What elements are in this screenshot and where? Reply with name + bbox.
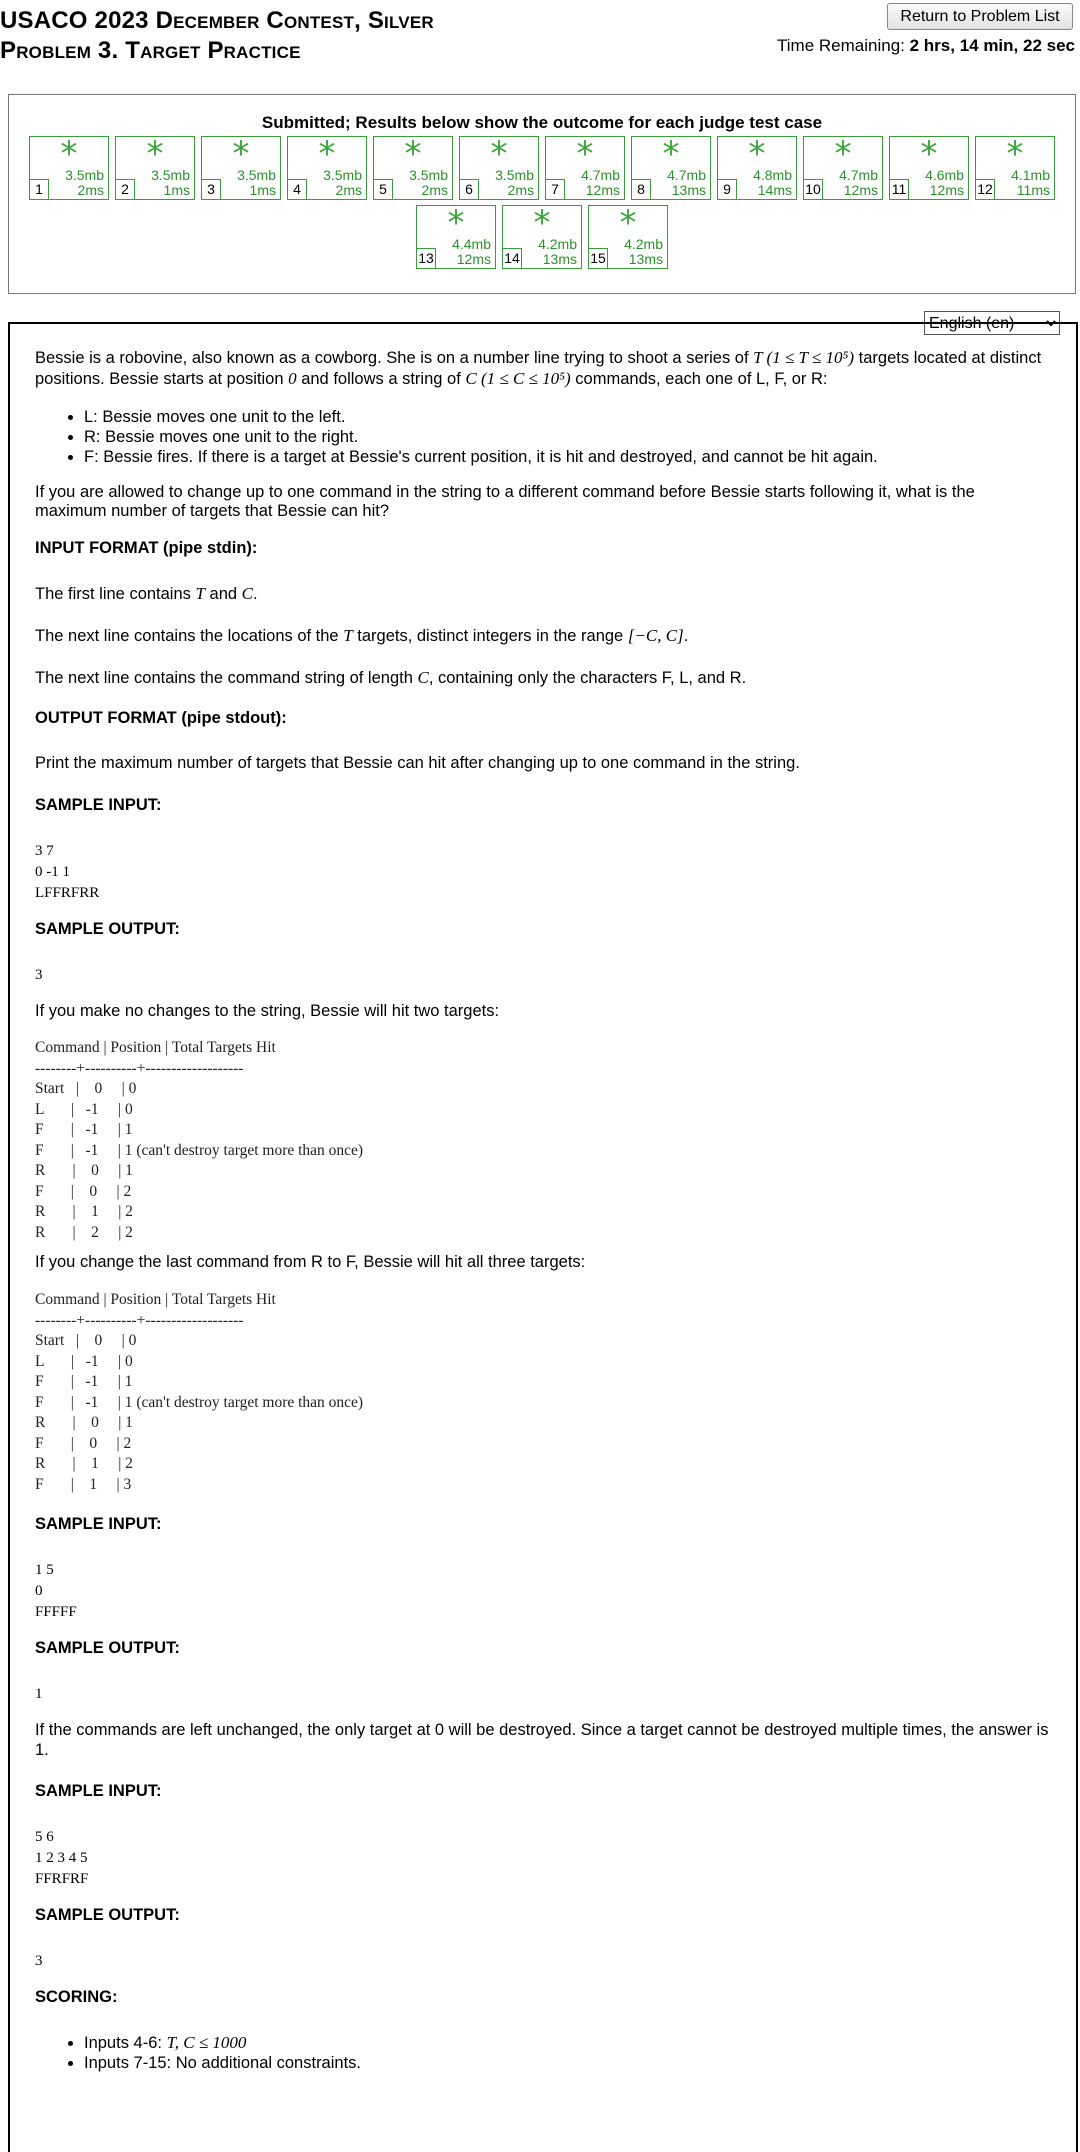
test-passed-star-icon: *: [490, 134, 508, 175]
test-passed-star-icon: *: [60, 134, 78, 175]
test-case-memory: 3.5mb: [323, 167, 362, 184]
scoring-list: [35, 2033, 1050, 2073]
test-case-time: 13ms: [542, 250, 577, 267]
test-case-memory: 3.5mb: [237, 167, 276, 184]
test-passed-star-icon: *: [404, 134, 422, 175]
sample-output-1: 3: [35, 966, 43, 983]
contest-header: [0, 6, 434, 66]
test-passed-star-icon: *: [146, 134, 164, 175]
test-case-time: 1ms: [163, 181, 190, 198]
test-passed-star-icon: *: [576, 134, 594, 175]
test-case-box: [803, 136, 883, 200]
test-case-memory: 4.6mb: [925, 167, 964, 184]
test-case-number: 1: [30, 179, 49, 199]
test-case-memory: 3.5mb: [151, 167, 190, 184]
test-case-time: 12ms: [929, 181, 964, 198]
test-case-time: 2ms: [77, 181, 104, 198]
test-case-box: [29, 136, 109, 200]
sample-input-heading: SAMPLE INPUT:: [35, 795, 162, 814]
time-remaining: Time Remaining: 2 hrs, 14 min, 22 sec: [777, 36, 1075, 55]
test-case-box: [115, 136, 195, 200]
test-case-memory: 3.5mb: [409, 167, 448, 184]
list-item: • Inputs 7-15: No additional constraints.: [84, 2053, 1050, 2073]
input-line-2: The next line contains the locations of the T targets, distinct integers in the range [−C, C].: [35, 625, 689, 645]
sample-1-explanation-a: If you make no changes to the string, Bessie will hit two targets:: [35, 1001, 500, 1020]
list-item: • F: Bessie fires. If there is a target at Bessie's current position, it is hit and destroyed, and cannot be hit again.: [84, 447, 1050, 467]
test-case-memory: 4.4mb: [452, 236, 491, 253]
test-passed-star-icon: *: [318, 134, 336, 175]
test-case-time: 12ms: [843, 181, 878, 198]
test-case-number: 6: [460, 179, 479, 199]
contest-title: USACO 2023 December Contest, Silver: [0, 7, 434, 34]
test-case-row: [9, 136, 1075, 200]
test-case-time: 1ms: [249, 181, 276, 198]
sample-input-heading: SAMPLE INPUT:: [35, 1515, 162, 1534]
sample-2-explanation: If the commands are left unchanged, the only target at 0 will be destroyed. Since a target cannot be destroyed multiple times, the answer is 1.: [35, 1720, 1049, 1759]
test-case-memory: 4.7mb: [839, 167, 878, 184]
test-case-box: [201, 136, 281, 200]
test-case-number: 3: [202, 179, 221, 199]
input-format-heading: INPUT FORMAT (pipe stdin):: [35, 539, 258, 558]
command-list: [35, 407, 1050, 467]
test-case-memory: 3.5mb: [65, 167, 104, 184]
test-case-box: [545, 136, 625, 200]
problem-statement: [8, 322, 1078, 2152]
list-item: • Inputs 4-6: T, C ≤ 1000: [84, 2033, 1050, 2053]
sample-input-2: 1 5 0 FFFFF: [35, 1561, 77, 1620]
test-case-number: 7: [546, 179, 565, 199]
test-case-box: [975, 136, 1055, 200]
test-case-box: [287, 136, 367, 200]
test-case-time: 2ms: [421, 181, 448, 198]
test-case-box: [631, 136, 711, 200]
test-case-number: 13: [417, 248, 436, 268]
sample-output-heading: SAMPLE OUTPUT:: [35, 1638, 180, 1657]
test-case-box: [502, 205, 582, 269]
test-case-time: 13ms: [671, 181, 706, 198]
sample-output-3: 3: [35, 1952, 43, 1969]
test-case-memory: 4.7mb: [667, 167, 706, 184]
test-case-time: 12ms: [456, 250, 491, 267]
output-format-heading: OUTPUT FORMAT (pipe stdout):: [35, 709, 287, 728]
return-to-problem-list-button[interactable]: Return to Problem List: [887, 3, 1073, 30]
test-case-number: 9: [718, 179, 737, 199]
test-passed-star-icon: *: [447, 203, 465, 244]
problem-title: Problem 3. Target Practice: [0, 37, 301, 64]
test-case-box: [889, 136, 969, 200]
sample-output-2: 1: [35, 1685, 43, 1702]
intro-paragraph: Bessie is a robovine, also known as a cowborg. She is on a number line trying to shoot a series of T (1 ≤ T ≤ 10⁵) targets located at distinct positions. Bessie starts at position 0 and follows a string of C (1 ≤ C ≤ 10⁵) commands, each one of L, F, or R:: [35, 348, 1042, 388]
test-passed-star-icon: *: [1006, 134, 1024, 175]
test-case-memory: 4.2mb: [538, 236, 577, 253]
test-case-box: [588, 205, 668, 269]
test-case-number: 11: [890, 179, 909, 199]
test-case-time: 14ms: [757, 181, 792, 198]
test-case-number: 10: [804, 179, 823, 199]
test-case-number: 8: [632, 179, 651, 199]
test-case-box: [459, 136, 539, 200]
test-case-time: 11ms: [1016, 181, 1050, 198]
question-paragraph: If you are allowed to change up to one command in the string to a different command before Bessie starts following it, what is the maximum number of targets that Bessie can hit?: [35, 482, 975, 521]
test-case-box: [717, 136, 797, 200]
list-item: • L: Bessie moves one unit to the left.: [84, 407, 1050, 427]
test-case-time: 2ms: [507, 181, 534, 198]
sample-output-heading: SAMPLE OUTPUT:: [35, 1906, 180, 1925]
test-case-box: [416, 205, 496, 269]
test-case-time: 12ms: [585, 181, 620, 198]
sample-input-3: 5 6 1 2 3 4 5 FFRFRF: [35, 1829, 89, 1888]
test-passed-star-icon: *: [533, 203, 551, 244]
test-passed-star-icon: *: [619, 203, 637, 244]
input-line-1: The first line contains T and C.: [35, 583, 258, 603]
test-passed-star-icon: *: [232, 134, 250, 175]
test-case-memory: 4.7mb: [581, 167, 620, 184]
test-case-memory: 4.2mb: [624, 236, 663, 253]
test-passed-star-icon: *: [834, 134, 852, 175]
test-case-number: 12: [976, 179, 995, 199]
test-case-memory: 4.8mb: [753, 167, 792, 184]
test-case-number: 15: [589, 248, 608, 268]
test-passed-star-icon: *: [662, 134, 680, 175]
sample-output-heading: SAMPLE OUTPUT:: [35, 919, 180, 938]
test-case-number: 4: [288, 179, 307, 199]
results-panel: [8, 94, 1076, 294]
list-item: • R: Bessie moves one unit to the right.: [84, 427, 1050, 447]
results-title: Submitted; Results below show the outcome for each judge test case: [261, 113, 823, 132]
trace-table-changed: Command | Position | Total Targets Hit --------+----------+------------------- Start | 0 | 0 L | -1 | 0 F | -1 | 1 F | -1 | 1 (can't destroy target more than once) R | 0 | 1 F | 0 | 2 R | 1 | 2 F | 1 | 3: [35, 1291, 364, 1493]
test-case-box: [373, 136, 453, 200]
test-case-number: 2: [116, 179, 135, 199]
test-case-number: 5: [374, 179, 393, 199]
output-format-text: Print the maximum number of targets that Bessie can hit after changing up to one command in the string.: [35, 754, 800, 773]
test-case-memory: 3.5mb: [495, 167, 534, 184]
test-case-number: 14: [503, 248, 522, 268]
input-line-3: The next line contains the command string of length C, containing only the characters F, L, and R.: [35, 667, 747, 687]
sample-input-1: 3 7 0 -1 1 LFFRFRR: [35, 842, 100, 901]
scoring-heading: SCORING:: [35, 1987, 118, 2006]
sample-1-explanation-b: If you change the last command from R to F, Bessie will hit all three targets:: [35, 1253, 586, 1272]
test-case-memory: 4.1mb: [1011, 167, 1050, 184]
sample-input-heading: SAMPLE INPUT:: [35, 1782, 162, 1801]
test-passed-star-icon: *: [748, 134, 766, 175]
test-passed-star-icon: *: [920, 134, 938, 175]
time-remaining-value: 2 hrs, 14 min, 22 sec: [909, 36, 1075, 55]
test-case-row: [9, 205, 1075, 269]
test-case-time: 2ms: [335, 181, 362, 198]
test-case-time: 13ms: [628, 250, 663, 267]
trace-table-unchanged: Command | Position | Total Targets Hit --------+----------+------------------- Start | 0 | 0 L | -1 | 0 F | -1 | 1 F | -1 | 1 (can't destroy target more than once) R | 0 | 1 F | 0 | 2 R | 1 | 2 R | 2 | 2: [35, 1039, 364, 1241]
